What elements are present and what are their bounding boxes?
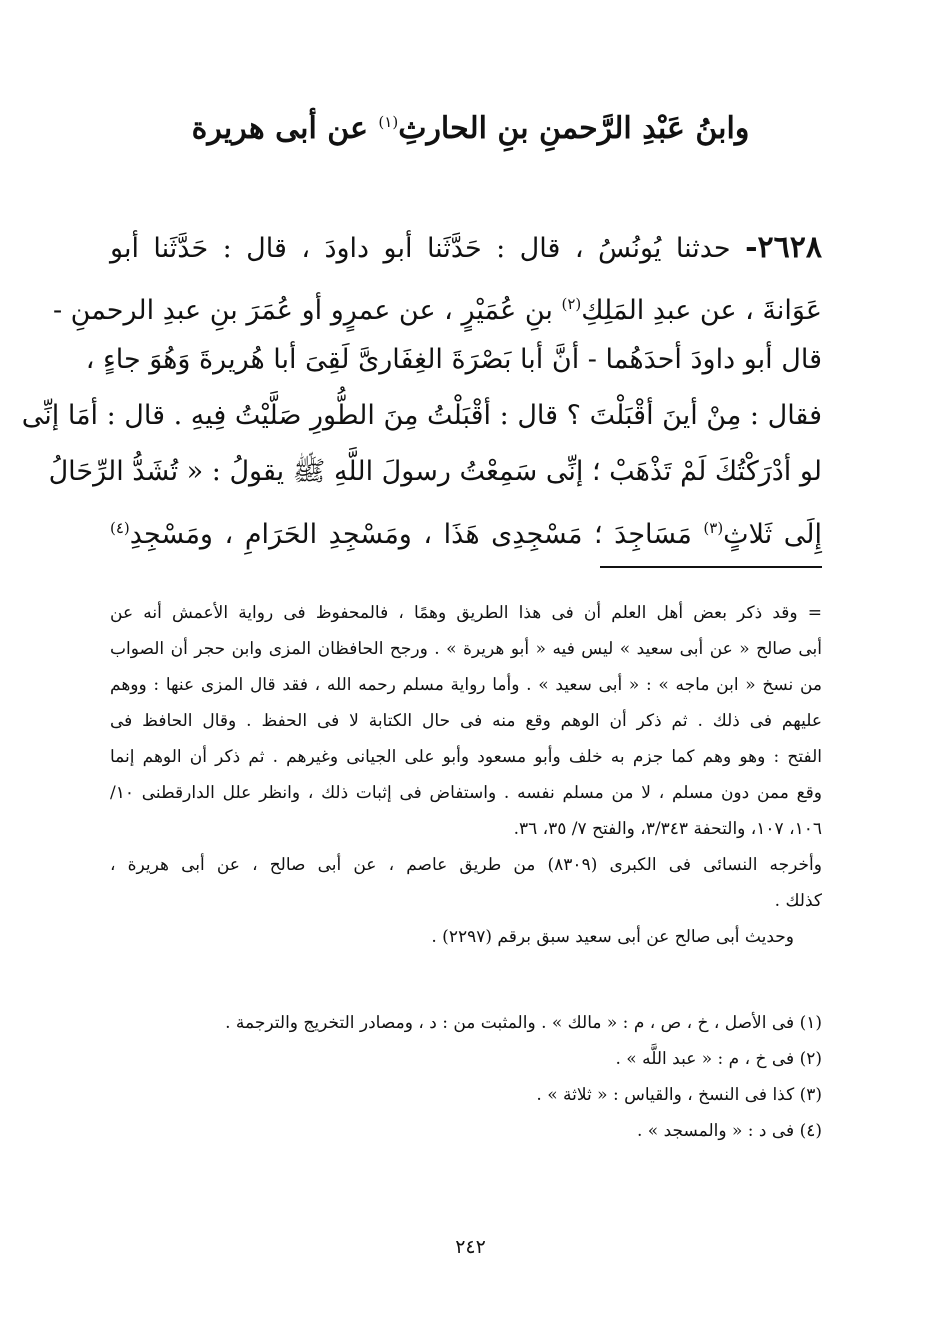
note-line: أبى صالح « عن أبى سعيد » ليس فيه « أبو هريرة » . ورجح الحافظان المزى وابن حجر أن الصواب bbox=[110, 639, 822, 659]
chapter-title bbox=[150, 100, 791, 151]
note-line: = وقد ذكر بعض أهل العلم أن فى هذا الطريق وهمًا ، فالمحفوظ فى رواية الأعمش أنه عن bbox=[110, 603, 822, 623]
footnote-2: (٢) فى خ ، م : « عبد اللَّه » . bbox=[615, 1049, 822, 1069]
note-line: عليهم فى ذلك . ثم ذكر أن الوهم وقع منه فى حال الكتابة لا فى الحفظ . وقال الحافظ فى bbox=[110, 711, 822, 731]
footnote-divider bbox=[600, 566, 822, 568]
continued-notes bbox=[110, 596, 822, 956]
footnote-1: (١) فى الأصل ، خ ، ص ، م : « مالك » . والمثبت من : د ، ومصادر التخريج والترجمة . bbox=[225, 1013, 822, 1033]
page-number: ٢٤٢ bbox=[455, 1236, 486, 1258]
hadith-number: ٢٦٢٨- bbox=[745, 230, 822, 265]
hadith-line-2: عَوَانةَ ، عن عبدِ المَلِكِ$^{(٢)}$ بنِ عُمَيْرٍ ، عن عمرٍو أو عُمَرَ بنِ عبدِ الرحمنِ - bbox=[52, 295, 822, 326]
note-line: من نسخ « ابن ماجه » : « أبى سعيد » . وأما رواية مسلم رحمه الله ، فقد قال المزى عنها : ووهم bbox=[110, 675, 822, 695]
note-line: وقع ممن دون مسلم ، لا من مسلم نفسه . واستفاض فى إثبات ذلك ، وانظر علل الدارقطنى ١٠/ bbox=[110, 783, 822, 803]
note-line: الفتح : وهو وهم كما جزم به خلف وأبو مسعود وأبو على الجيانى وغيرهم . ثم ذكر أن الوهم إنما bbox=[110, 747, 822, 767]
note-line: ١٠٦، ١٠٧، والتحفة ٣/٣٤٣، والفتح ٧/ ٣٥، ٣٦. bbox=[513, 819, 822, 839]
chapter-title-text: وابنُ عَبْدِ الرَّحمنِ بنِ الحارثِ bbox=[398, 111, 750, 146]
note-line: كذلك . bbox=[774, 891, 822, 911]
footnote-ref-3[interactable]: (٣) bbox=[703, 519, 724, 537]
footnote-ref-4[interactable]: (٤) bbox=[110, 519, 130, 537]
hadith-line-4: فقال : مِنْ أينَ أقْبَلْتَ ؟ قال : أقْبَلْتُ مِنَ الطُّورِ صَلَّيْتُ فِيهِ . قال : أمَا إنِّى bbox=[21, 400, 822, 431]
footnote-3: (٣) كذا فى النسخ ، والقياس : « ثلاثة » . bbox=[536, 1085, 822, 1105]
hadith-line-5: لو أدْرَكْتُكَ لَمْ تَذْهَبْ ؛ إنِّى سَمِعْتُ رسولَ اللَّهِ ﷺ يقولُ : « تُشَدُّ الرِّحَالُ bbox=[48, 456, 822, 487]
hadith-text bbox=[21, 222, 823, 558]
chapter-title-rest: عن أبى هريرة bbox=[191, 111, 368, 146]
footnote-ref-1[interactable]: (١) bbox=[378, 113, 399, 131]
note-line: وأخرجه النسائى فى الكبرى (٨٣٠٩) من طريق عاصم ، عن أبى صالح ، عن أبى هريرة ، bbox=[110, 855, 822, 875]
footnote-ref-2[interactable]: (٢) bbox=[561, 295, 582, 313]
hadith-line-1: ٢٦٢٨- حدثنا يُونُسُ ، قال : حَدَّثَنا أبو داودَ ، قال : حَدَّثَنا أبو bbox=[110, 230, 822, 265]
footnote-4: (٤) فى د : « والمسجد » . bbox=[636, 1121, 822, 1141]
hadith-line-6: إِلَى ثَلاثٍ$^{(٣)}$ مَسَاجِدَ ؛ مَسْجِدِى هَذَا ، ومَسْجِدِ الحَرَامِ ، ومَسْجِدِ$^{(٤)}$ bbox=[110, 519, 823, 550]
footnotes bbox=[110, 1006, 822, 1150]
hadith-line-3: قال أبو داودَ أحدَهُما - أنَّ أبا بَصْرَةَ الغِفَارىَّ لَقِىَ أبا هُريرةَ وَهُوَ جاءٍ ، bbox=[85, 344, 822, 375]
note-line: وحديث أبى صالح عن أبى سعيد سبق برقم (٢٢٩٧) . bbox=[431, 927, 794, 947]
